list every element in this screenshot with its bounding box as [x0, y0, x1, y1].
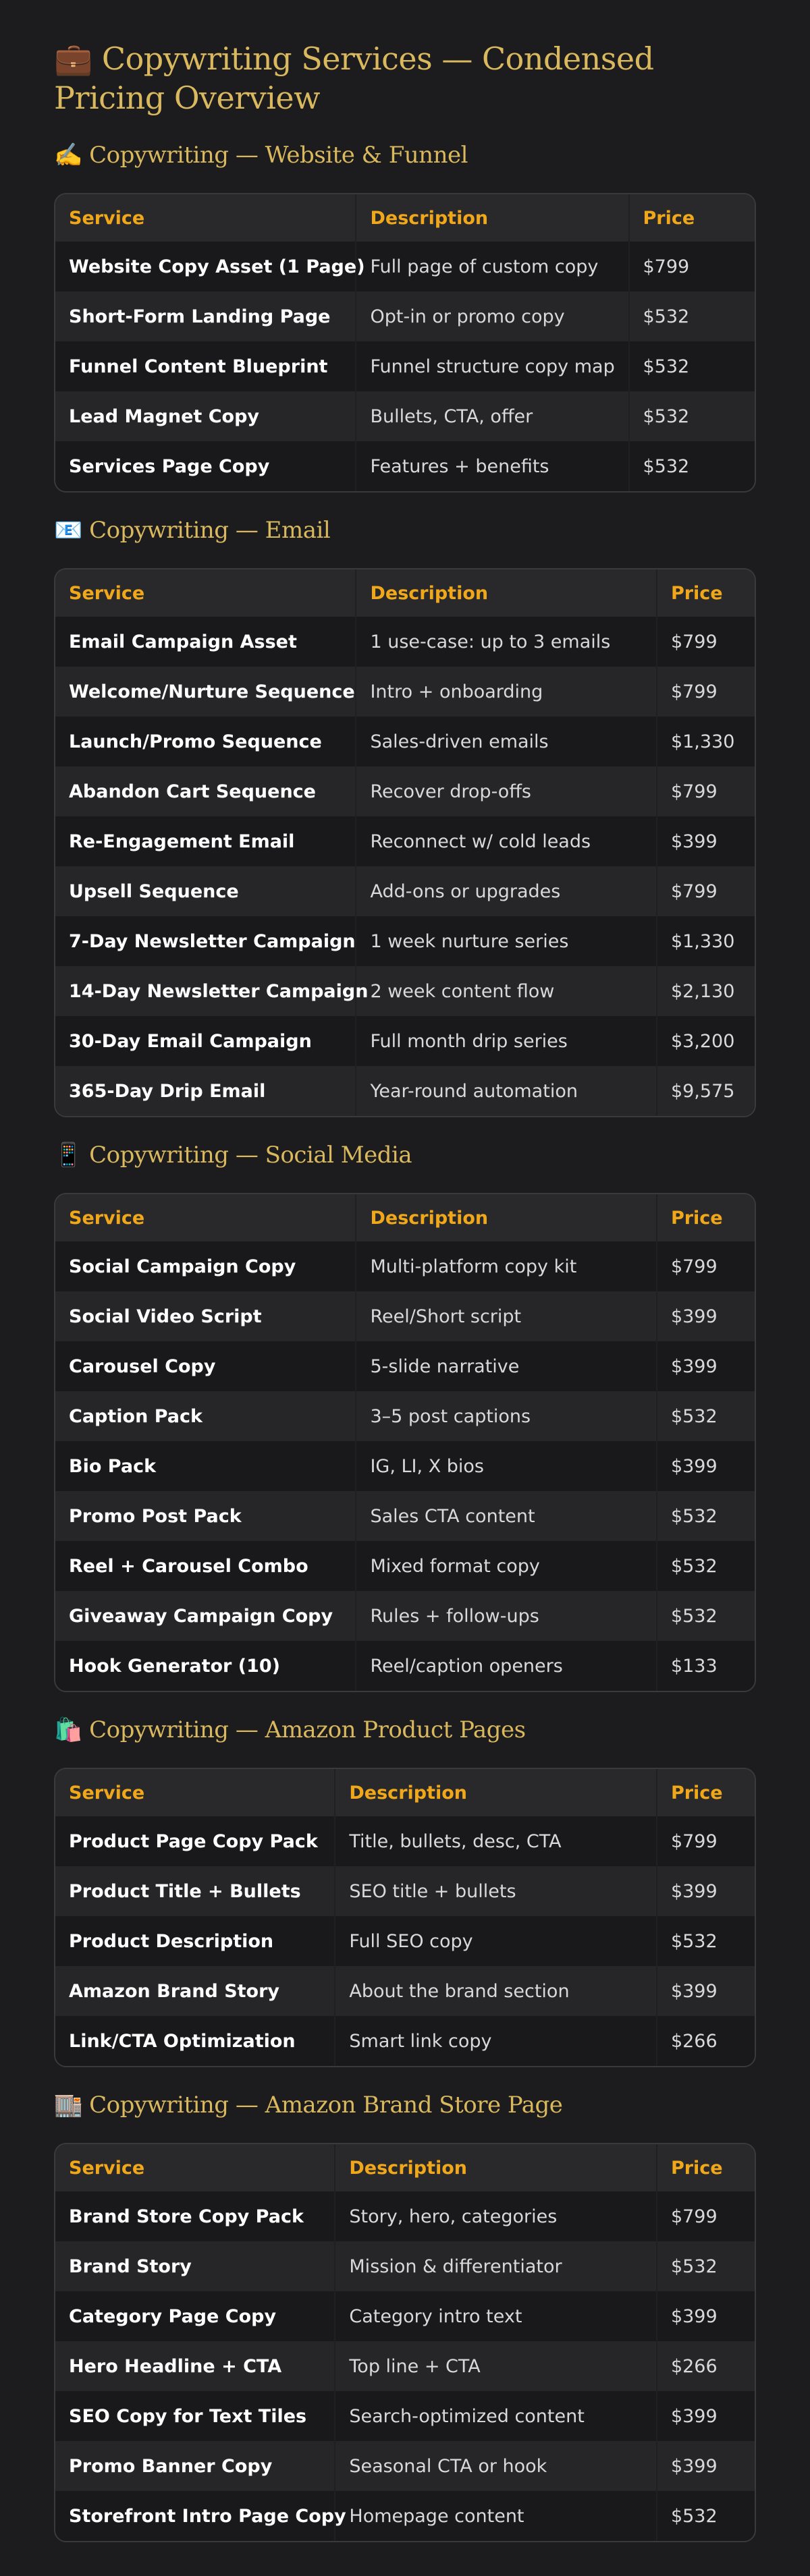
table-header-row: [55, 569, 755, 617]
table-row: [55, 1816, 755, 1866]
table-row: [55, 1866, 755, 1916]
table-row: [55, 242, 755, 291]
price-cell: $799: [657, 617, 755, 667]
table-header-row: [55, 194, 755, 242]
service-cell: Abandon Cart Sequence: [55, 766, 356, 816]
price-cell: $799: [629, 242, 755, 291]
column-header-price: Price: [657, 2144, 755, 2191]
service-cell: Caption Pack: [55, 1391, 356, 1441]
service-cell: Brand Story: [55, 2241, 335, 2291]
column-header-service: Service: [55, 1194, 356, 1241]
price-cell: $3,200: [657, 1016, 755, 1066]
section-title: 🛍️ Copywriting — Amazon Product Pages: [54, 1716, 526, 1743]
price-cell: $799: [657, 1241, 755, 1291]
service-cell: Product Page Copy Pack: [55, 1816, 335, 1866]
description-cell: Multi-platform copy kit: [356, 1241, 656, 1291]
pricing-section: [54, 2090, 756, 2542]
price-cell: $399: [657, 1341, 755, 1391]
pricing-table-wrapper: [54, 193, 756, 493]
description-cell: Seasonal CTA or hook: [335, 2441, 657, 2491]
service-cell: Hook Generator (10): [55, 1641, 356, 1691]
service-cell: Reel + Carousel Combo: [55, 1541, 356, 1591]
table-row: [55, 717, 755, 766]
pricing-section: [54, 140, 756, 493]
table-row: [55, 2441, 755, 2491]
service-cell: Hero Headline + CTA: [55, 2341, 335, 2391]
description-cell: 1 week nurture series: [356, 916, 656, 966]
price-cell: $133: [657, 1641, 755, 1691]
table-row: [55, 2241, 755, 2291]
service-cell: Upsell Sequence: [55, 866, 356, 916]
table-header-row: [55, 1194, 755, 1241]
table-row: [55, 291, 755, 341]
column-header-price: Price: [629, 194, 755, 242]
price-cell: $532: [657, 1391, 755, 1441]
table-row: [55, 866, 755, 916]
service-cell: Brand Store Copy Pack: [55, 2191, 335, 2241]
table-row: [55, 1341, 755, 1391]
table-row: [55, 617, 755, 667]
description-cell: Funnel structure copy map: [356, 341, 628, 391]
service-cell: Social Video Script: [55, 1291, 356, 1341]
description-cell: 2 week content flow: [356, 966, 656, 1016]
service-cell: Storefront Intro Page Copy: [55, 2491, 335, 2541]
price-cell: $532: [629, 391, 755, 441]
price-cell: $799: [657, 766, 755, 816]
service-cell: Funnel Content Blueprint: [55, 341, 356, 391]
price-cell: $399: [657, 2391, 755, 2441]
pricing-table-wrapper: [54, 1768, 756, 2067]
description-cell: Search-optimized content: [335, 2391, 657, 2441]
description-cell: Add-ons or upgrades: [356, 866, 656, 916]
price-cell: $532: [629, 291, 755, 341]
price-cell: $532: [657, 1916, 755, 1966]
column-header-description: Description: [356, 1194, 656, 1241]
service-cell: Welcome/Nurture Sequence: [55, 667, 356, 717]
table-header-row: [55, 1769, 755, 1816]
description-cell: Title, bullets, desc, CTA: [335, 1816, 657, 1866]
description-cell: 3–5 post captions: [356, 1391, 656, 1441]
description-cell: Category intro text: [335, 2291, 657, 2341]
service-cell: Link/CTA Optimization: [55, 2016, 335, 2066]
pricing-table-wrapper: [54, 2143, 756, 2542]
price-cell: $532: [657, 2491, 755, 2541]
column-header-description: Description: [335, 2144, 657, 2191]
description-cell: Reel/Short script: [356, 1291, 656, 1341]
description-cell: Reel/caption openers: [356, 1641, 656, 1691]
pricing-section: [54, 515, 756, 1117]
section-title: 📧 Copywriting — Email: [54, 517, 331, 544]
service-cell: Short-Form Landing Page: [55, 291, 356, 341]
price-cell: $532: [629, 441, 755, 491]
price-cell: $2,130: [657, 966, 755, 1016]
price-cell: $799: [657, 2191, 755, 2241]
table-row: [55, 2291, 755, 2341]
table-row: [55, 1441, 755, 1491]
pricing-table: [55, 2144, 755, 2541]
description-cell: About the brand section: [335, 1966, 657, 2016]
table-row: [55, 2341, 755, 2391]
description-cell: Full SEO copy: [335, 1916, 657, 1966]
service-cell: 7-Day Newsletter Campaign: [55, 916, 356, 966]
column-header-service: Service: [55, 1769, 335, 1816]
price-cell: $799: [657, 866, 755, 916]
column-header-price: Price: [657, 569, 755, 617]
description-cell: Rules + follow-ups: [356, 1591, 656, 1641]
pricing-table-wrapper: [54, 1193, 756, 1692]
description-cell: Recover drop-offs: [356, 766, 656, 816]
table-row: [55, 966, 755, 1016]
table-row: [55, 441, 755, 491]
description-cell: Year-round automation: [356, 1066, 656, 1116]
price-cell: $399: [657, 816, 755, 866]
price-cell: $532: [657, 1591, 755, 1641]
section-title: 🏬 Copywriting — Amazon Brand Store Page: [54, 2092, 563, 2119]
table-row: [55, 2491, 755, 2541]
description-cell: Story, hero, categories: [335, 2191, 657, 2241]
description-cell: Full month drip series: [356, 1016, 656, 1066]
description-cell: Reconnect w/ cold leads: [356, 816, 656, 866]
description-cell: Mixed format copy: [356, 1541, 656, 1591]
table-row: [55, 1241, 755, 1291]
description-cell: Sales CTA content: [356, 1491, 656, 1541]
service-cell: 14-Day Newsletter Campaign: [55, 966, 356, 1016]
table-row: [55, 916, 755, 966]
pricing-table: [55, 1194, 755, 1691]
column-header-description: Description: [356, 569, 656, 617]
table-row: [55, 1491, 755, 1541]
description-cell: SEO title + bullets: [335, 1866, 657, 1916]
column-header-service: Service: [55, 194, 356, 242]
service-cell: Services Page Copy: [55, 441, 356, 491]
service-cell: 365-Day Drip Email: [55, 1066, 356, 1116]
pricing-section: [54, 1140, 756, 1692]
column-header-description: Description: [335, 1769, 657, 1816]
price-cell: $1,330: [657, 717, 755, 766]
price-cell: $266: [657, 2016, 755, 2066]
service-cell: Promo Post Pack: [55, 1491, 356, 1541]
price-cell: $1,330: [657, 916, 755, 966]
column-header-service: Service: [55, 569, 356, 617]
table-row: [55, 1916, 755, 1966]
service-cell: Giveaway Campaign Copy: [55, 1591, 356, 1641]
table-row: [55, 341, 755, 391]
price-cell: $532: [657, 1491, 755, 1541]
description-cell: Opt-in or promo copy: [356, 291, 628, 341]
pricing-table: [55, 1769, 755, 2066]
table-row: [55, 2191, 755, 2241]
price-cell: $532: [657, 2241, 755, 2291]
table-row: [55, 667, 755, 717]
table-row: [55, 816, 755, 866]
price-cell: $799: [657, 1816, 755, 1866]
table-row: [55, 1591, 755, 1641]
service-cell: Lead Magnet Copy: [55, 391, 356, 441]
table-row: [55, 1966, 755, 2016]
price-cell: $266: [657, 2341, 755, 2391]
description-cell: Smart link copy: [335, 2016, 657, 2066]
page-title: 💼 Copywriting Services — Condensed Pricing Overview: [54, 40, 654, 116]
description-cell: Homepage content: [335, 2491, 657, 2541]
pricing-table: [55, 194, 755, 491]
price-cell: $799: [657, 667, 755, 717]
description-cell: Sales-driven emails: [356, 717, 656, 766]
sections-container: [54, 140, 756, 2542]
description-cell: Features + benefits: [356, 441, 628, 491]
column-header-service: Service: [55, 2144, 335, 2191]
service-cell: SEO Copy for Text Tiles: [55, 2391, 335, 2441]
table-row: [55, 766, 755, 816]
service-cell: Bio Pack: [55, 1441, 356, 1491]
service-cell: Product Description: [55, 1916, 335, 1966]
table-row: [55, 2391, 755, 2441]
service-cell: Social Campaign Copy: [55, 1241, 356, 1291]
column-header-price: Price: [657, 1769, 755, 1816]
service-cell: Category Page Copy: [55, 2291, 335, 2341]
price-cell: $399: [657, 1441, 755, 1491]
table-row: [55, 1391, 755, 1441]
table-row: [55, 1291, 755, 1341]
table-row: [55, 2016, 755, 2066]
description-cell: Bullets, CTA, offer: [356, 391, 628, 441]
price-cell: $532: [657, 1541, 755, 1591]
description-cell: 1 use-case: up to 3 emails: [356, 617, 656, 667]
column-header-price: Price: [657, 1194, 755, 1241]
column-header-description: Description: [356, 194, 628, 242]
service-cell: Website Copy Asset (1 Page): [55, 242, 356, 291]
service-cell: Re-Engagement Email: [55, 816, 356, 866]
table-row: [55, 1016, 755, 1066]
price-cell: $399: [657, 2441, 755, 2491]
table-row: [55, 391, 755, 441]
section-title: ✍️ Copywriting — Website & Funnel: [54, 142, 468, 169]
price-cell: $9,575: [657, 1066, 755, 1116]
pricing-section: [54, 1715, 756, 2067]
pricing-table: [55, 569, 755, 1116]
description-cell: Top line + CTA: [335, 2341, 657, 2391]
service-cell: Email Campaign Asset: [55, 617, 356, 667]
service-cell: Amazon Brand Story: [55, 1966, 335, 2016]
table-row: [55, 1641, 755, 1691]
description-cell: 5-slide narrative: [356, 1341, 656, 1391]
service-cell: Promo Banner Copy: [55, 2441, 335, 2491]
description-cell: Intro + onboarding: [356, 667, 656, 717]
service-cell: Product Title + Bullets: [55, 1866, 335, 1916]
table-header-row: [55, 2144, 755, 2191]
table-row: [55, 1066, 755, 1116]
service-cell: 30-Day Email Campaign: [55, 1016, 356, 1066]
service-cell: Launch/Promo Sequence: [55, 717, 356, 766]
pricing-table-wrapper: [54, 568, 756, 1117]
table-row: [55, 1541, 755, 1591]
description-cell: Mission & differentiator: [335, 2241, 657, 2291]
price-cell: $399: [657, 2291, 755, 2341]
service-cell: Carousel Copy: [55, 1341, 356, 1391]
price-cell: $399: [657, 1291, 755, 1341]
price-cell: $399: [657, 1966, 755, 2016]
section-title: 📱 Copywriting — Social Media: [54, 1142, 412, 1169]
price-cell: $399: [657, 1866, 755, 1916]
description-cell: IG, LI, X bios: [356, 1441, 656, 1491]
price-cell: $532: [629, 341, 755, 391]
description-cell: Full page of custom copy: [356, 242, 628, 291]
